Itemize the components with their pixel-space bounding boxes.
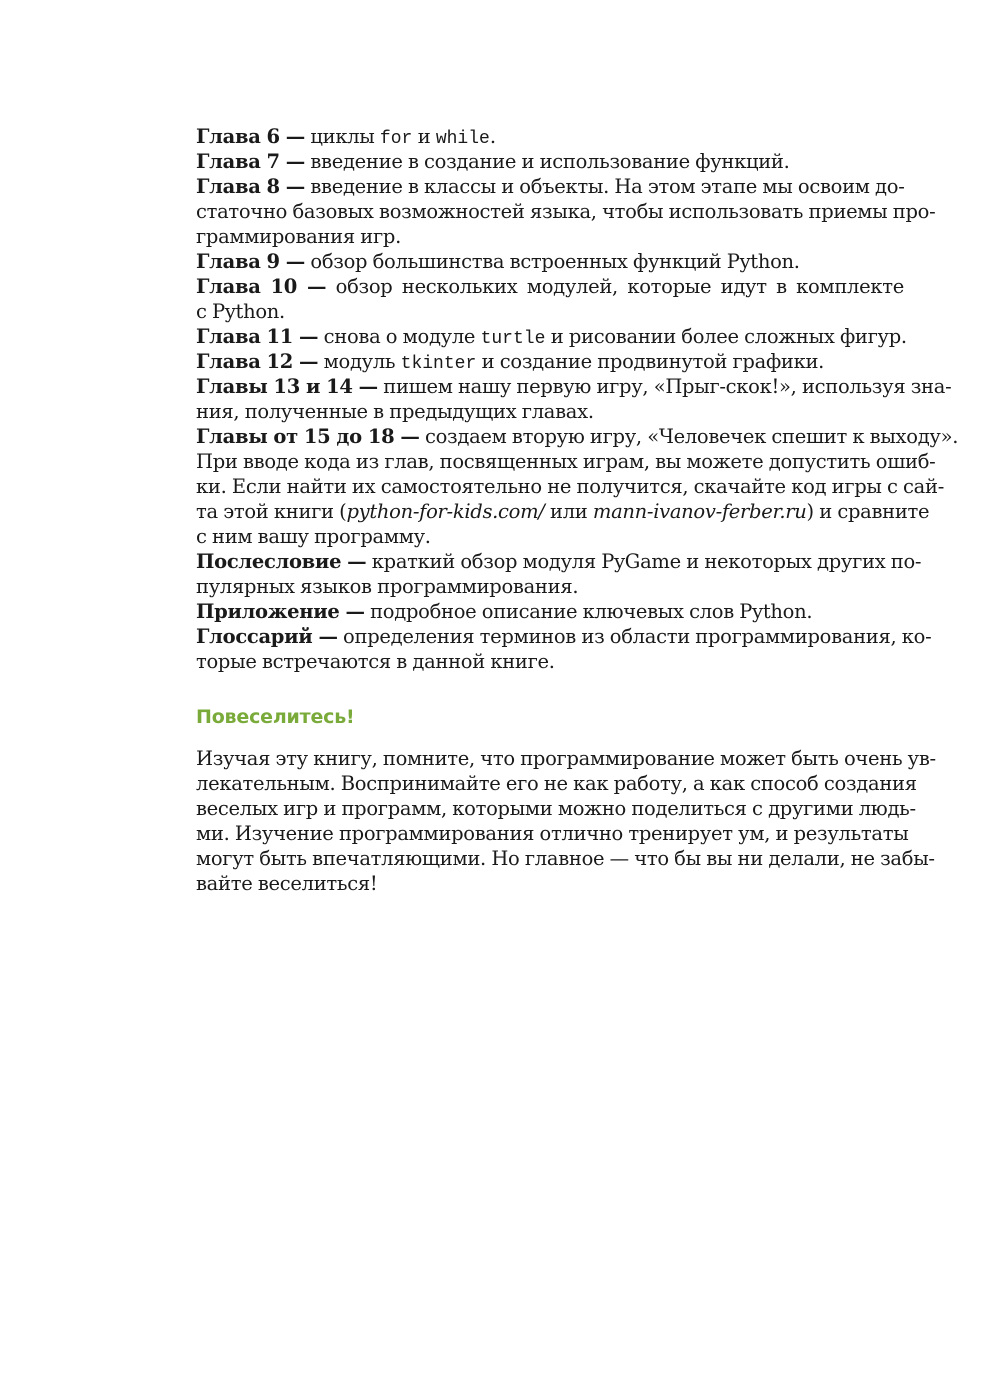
- section-line-6: вайте веселиться!: [196, 872, 378, 895]
- section-line-2: лекательным. Воспринимайте его не как работу, а как способ создания: [196, 772, 917, 795]
- appendix: Приложение — подробное описание ключевых слов Python.: [196, 600, 813, 623]
- chapters-15-18-line-2: При вводе кода из глав, посвященных играм, вы можете допустить ошиб-: [196, 450, 936, 473]
- chapter-7: Глава 7 — введение в создание и использование функций.: [196, 150, 790, 173]
- code-turtle: turtle: [480, 329, 546, 349]
- code-tkinter: tkinter: [400, 354, 477, 374]
- chapters-15-18-line-1: Главы от 15 до 18 — создаем вторую игру, «Человечек спешит к выходу».: [196, 425, 959, 448]
- afterword-line-2: пулярных языков программирования.: [196, 575, 579, 598]
- link-python-for-kids: python-for-kids.com/: [346, 500, 545, 523]
- section-line-5: могут быть впечатляющими. Но главное — что бы вы ни делали, не забы-: [196, 847, 935, 870]
- link-mann-ivanov-ferber: mann-ivanov-ferber.ru: [592, 500, 807, 523]
- chapter-10-line-2: с Python.: [196, 300, 285, 323]
- section-line-1: Изучая эту книгу, помните, что программирование может быть очень ув-: [196, 747, 936, 770]
- chapter-9: Глава 9 — обзор большинства встроенных функций Python.: [196, 250, 800, 273]
- code-while: while: [435, 129, 490, 149]
- section-heading: Повеселитесь!: [196, 706, 355, 728]
- glossary-line-1: Глоссарий — определения терминов из области программирования, ко-: [196, 625, 932, 648]
- chapter-8-line-1: Глава 8 — введение в классы и объекты. На этом этапе мы освоим до-: [196, 175, 905, 198]
- code-for: for: [379, 129, 413, 149]
- chapter-8-line-3: граммирования игр.: [196, 225, 401, 248]
- chapter-6: Глава 6 — циклы for и while.: [196, 125, 496, 149]
- chapter-11: Глава 11 — снова о модуле turtle и рисовании более сложных фигур.: [196, 325, 907, 349]
- chapter-10-line-1: Глава 10 — обзор нескольких модулей, которые идут в комплекте: [196, 275, 904, 298]
- chapters-15-18-line-4: та этой книги (python-for-kids.com/ или mann-ivanov-ferber.ru) и сравните: [196, 500, 930, 523]
- chapters-13-14-line-1: Главы 13 и 14 — пишем нашу первую игру, «Прыг-скок!», используя зна-: [196, 375, 952, 398]
- chapter-8-line-2: статочно базовых возможностей языка, чтобы использовать приемы про-: [196, 200, 936, 223]
- glossary-line-2: торые встречаются в данной книге.: [196, 650, 555, 673]
- section-line-3: веселых игр и программ, которыми можно поделиться с другими людь-: [196, 797, 916, 820]
- page-content: [196, 124, 959, 896]
- afterword-line-1: Послесловие — краткий обзор модуля PyGame и некоторых других по-: [196, 550, 922, 573]
- chapters-15-18-line-3: ки. Если найти их самостоятельно не получится, скачайте код игры с сай-: [196, 475, 944, 498]
- chapters-13-14-line-2: ния, полученные в предыдущих главах.: [196, 400, 594, 423]
- chapter-12: Глава 12 — модуль tkinter и создание продвинутой графики.: [196, 350, 825, 374]
- chapters-15-18-line-5: с ним вашу программу.: [196, 525, 431, 548]
- section-line-4: ми. Изучение программирования отлично тренирует ум, и результаты: [196, 822, 909, 845]
